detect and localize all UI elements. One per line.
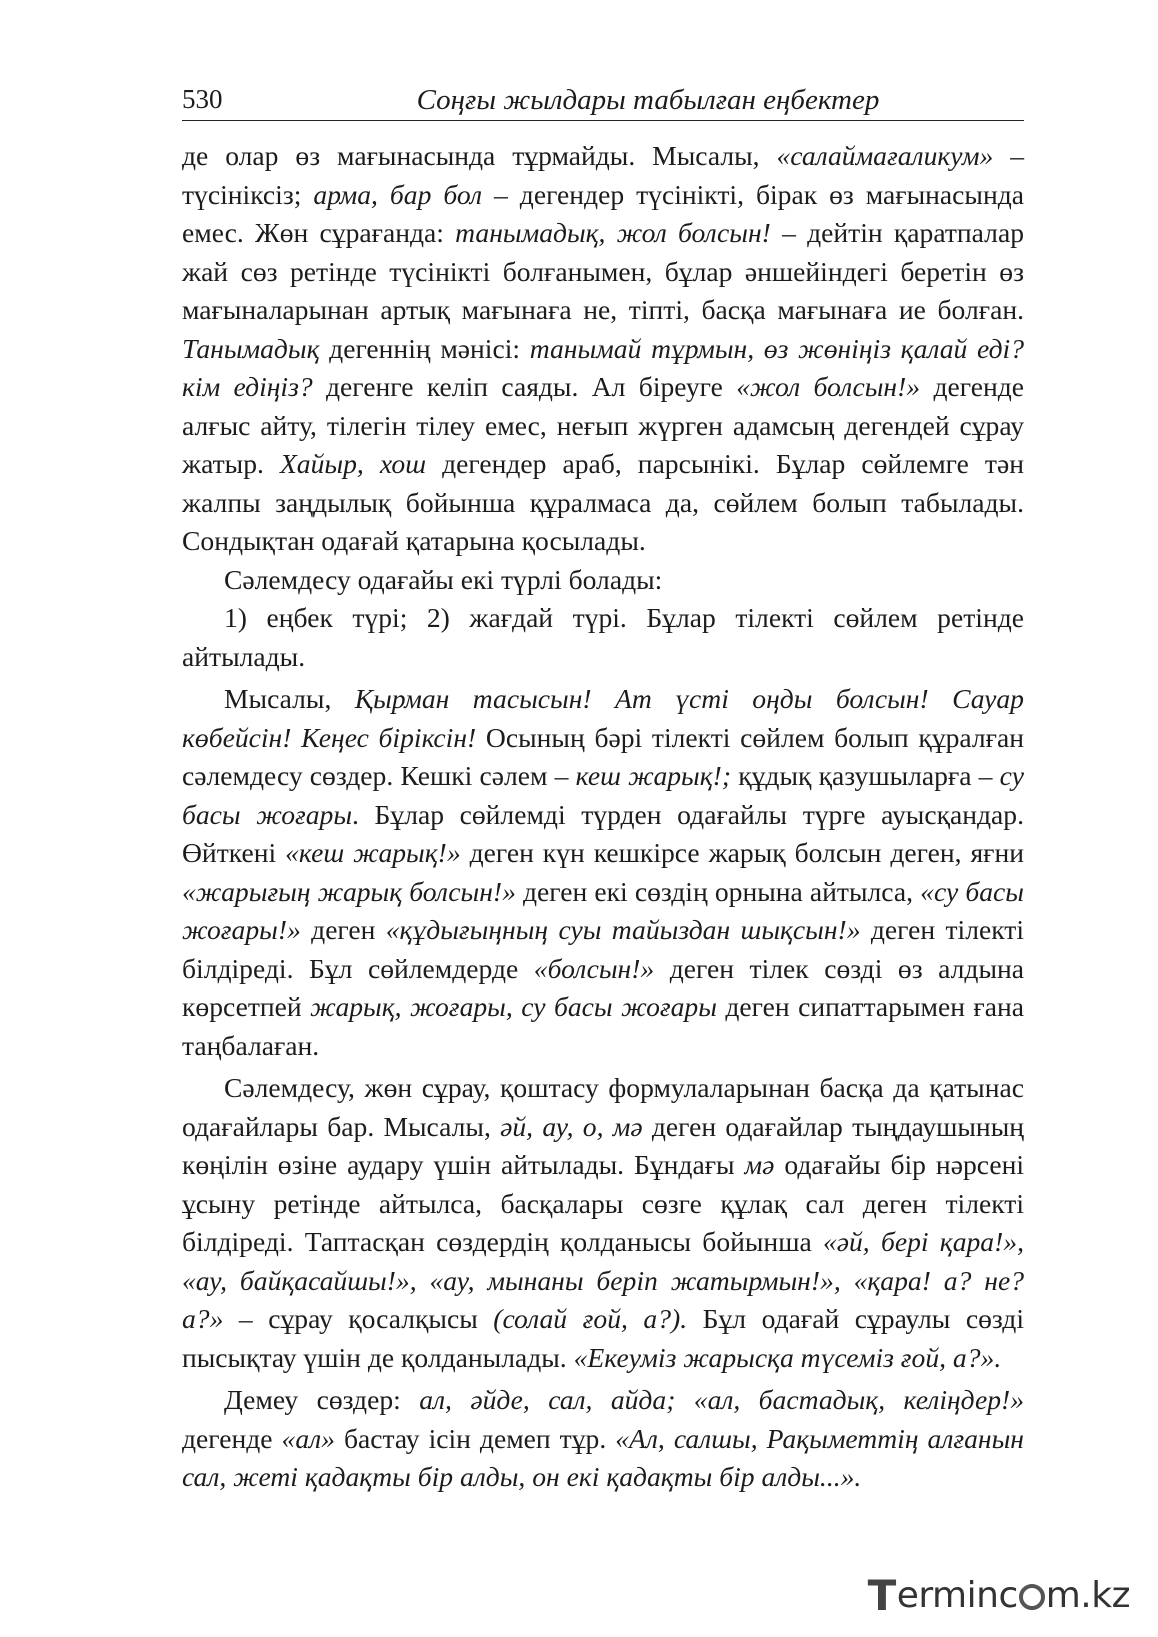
running-title: Соңғы жылдары табылған еңбектер [416, 84, 880, 116]
watermark-ring-icon [1019, 1584, 1045, 1610]
italic-run: арма, бар бол [313, 178, 483, 210]
text-run: дегеннің мәнісі: [319, 332, 530, 364]
text-run: Сәлемдесу одағайы екі түрлі болады: [224, 563, 663, 595]
text-run: деген екі сөздің орнына айтылса, [515, 875, 921, 907]
text-run: дегенде [182, 1422, 282, 1454]
watermark-text-part2: m.kz [1045, 1574, 1130, 1616]
text-run: Демеу сөздер: [224, 1384, 420, 1415]
italic-run: мә [744, 1149, 775, 1180]
text-run: деген тілекті білдіреді. Бұл сөйлемдерде [182, 914, 1024, 984]
italic-run: танымай тұрмын, өз жөніңіз қалай еді? кім едіңіз? [182, 332, 1024, 402]
text-run: Мысалы, [224, 683, 355, 714]
italic-run: «болсын!» [533, 952, 655, 984]
text-run: . Бұлар сөйлемді түрден одағайлы түрге ауысқандар. Өйткені [182, 798, 1024, 868]
paragraph [182, 680, 1024, 1065]
paragraph [182, 1069, 1024, 1377]
italic-run: «жол болсын!» [736, 371, 921, 402]
text-run: деген күн кешкірсе жарық болсын деген, яғни [460, 837, 1024, 868]
italic-run: «әй, бері қара!», «ау, байқасайшы!», «ау, мынаны беріп жатырмын!», «қара! а? не? а?» [182, 1226, 1024, 1334]
italic-run: су басы жоғары [182, 760, 1024, 830]
text-run: Бұл одағай сұраулы сөзді пысықтау үшін де қолданылады. [182, 1303, 1025, 1373]
italic-run: «құдығыңның суы тайыздан шықсын!» [385, 914, 861, 945]
italic-run: Хайыр, хош [279, 448, 427, 479]
italic-run: кеш жарық!; [575, 760, 732, 791]
paragraph [182, 599, 1024, 676]
italic-run: «Ал, салшы, Рақыметтің алғанын сал, жеті қадақты бір алды, он екі қадақты бір алды...». [182, 1422, 1024, 1492]
paragraph [182, 137, 1024, 561]
text-run: – дегендер түсінікті, бірак өз мағынасында емес. Жөн сұрағанда: [182, 178, 1024, 248]
italic-run: жарық, жоғары, су басы жоғары [310, 991, 717, 1022]
watermark-text-part1: erminc [896, 1574, 1018, 1616]
text-run: дегендер араб, парсынікі. Бұлар сөйлемге тән жалпы заңдылық бойынша құралмаса да, сөйлем болып табылады. Сондықтан одағай қатарына қосылады. [182, 448, 1025, 556]
italic-run: «салаймағаликум» – [776, 140, 1024, 171]
page-header [182, 80, 1024, 121]
italic-run: ал, әйде, сал, айда; «ал, бастадық, келіңдер!» [419, 1384, 1024, 1415]
paragraph [182, 561, 1024, 600]
text-run: – сұрау қосалқысы [223, 1303, 494, 1334]
text-run: дегенге келіп саяды. Ал біреуге [312, 371, 737, 402]
italic-run: «кеш жарық!» [285, 837, 461, 868]
italic-run: танымадық, жол болсын! [455, 217, 771, 248]
italic-run: «су басы жоғары!» [182, 875, 1024, 945]
body-text [182, 137, 1024, 1497]
text-run: түсініксіз; [182, 178, 314, 210]
italic-run: Танымадық [182, 332, 320, 364]
text-run: бастау ісін демеп тұр. [334, 1422, 616, 1454]
termincom-watermark [868, 1571, 1130, 1619]
text-run: деген одағайлар тыңдаушының көңілін өзіне аудару үшін айтылады. Бұндағы [182, 1110, 1024, 1180]
text-run: 1) еңбек түрі; 2) жағдай түрі. Бұлар тілекті сөйлем ретінде айтылады. [182, 602, 1024, 672]
text-run: деген сипаттарымен ғана таңбалаған. [182, 991, 1025, 1061]
text-run: құдық қазушыларға – [731, 760, 1000, 791]
italic-run: «ал» [281, 1422, 335, 1454]
text-run: одағайы бір нәрсені ұсыну ретінде айтылса, басқалары сөзге құлақ сал деген тілекті білдіреді. Таптасқан сөздердің қолданысы бойынша [182, 1149, 1025, 1257]
italic-run: әй, ау, о, мә [500, 1110, 643, 1142]
italic-run: «Екеуміз жарысқа түсеміз ғой, а?». [573, 1341, 1002, 1373]
page-number: 530 [182, 84, 223, 114]
text-run: Сәлемдесу, жөн сұрау, қоштасу формулаларынан басқа да қатынас одағайлары бар. Мысалы, [182, 1072, 1024, 1142]
text-run: – дейтін қаратпалар жай сөз ретінде түсінікті болғанымен, бұлар әншейіндегі беретін өз мағыналарынан артық мағынаға не, тіпті, басқа мағынаға ие болған. [182, 217, 1024, 325]
paragraph [182, 1381, 1024, 1497]
text-run: дегенде алғыс айту, тілегін тілеу емес, неғып жүрген адамсың дегендей сұрау жатыр. [182, 371, 1024, 479]
text-run: деген тілек сөзді өз алдына көрсетпей [182, 952, 1024, 1022]
text-run: Осының бәрі тілекті сөйлем болып құралған сәлемдесу сөздер. Кешкі сәлем – [182, 721, 1024, 791]
watermark-lead: T [867, 1570, 896, 1620]
italic-run: Қырман тасысын! Ат үсті оңды болсын! Сауар көбейсін! Кеңес біріксін! [182, 683, 1024, 753]
text-run: де олар өз мағынасында тұрмайды. Мысалы, [182, 140, 777, 171]
italic-run: (солай ғой, а?). [493, 1303, 688, 1334]
italic-run: «жарығың жарық болсын!» [182, 875, 516, 907]
text-run: деген [300, 914, 386, 945]
